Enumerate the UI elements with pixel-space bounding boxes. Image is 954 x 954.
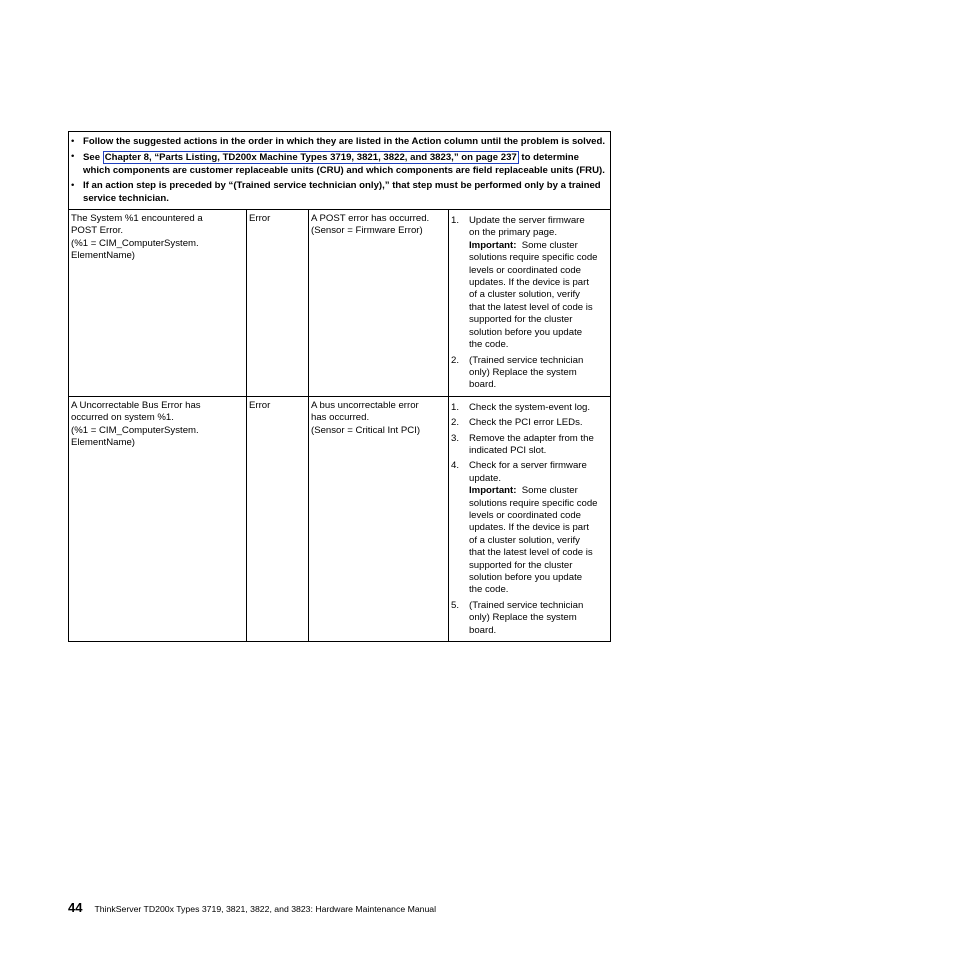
table-body [69,210,610,641]
bullet: • [71,151,75,163]
step-text [469,215,608,351]
message-cell [69,397,247,641]
action-step [451,215,608,351]
important-text: the code. [469,339,509,351]
important-line [469,572,608,584]
step-text [469,417,608,429]
explanation-line: A POST error has occurred. [311,213,430,225]
important-text: solution before you update [469,326,583,338]
important-text: Some cluster [521,239,578,251]
message-line: occurred on system %1. [71,412,174,424]
note-text: If an action step is preceded by “(Trained service technician only),” that step must be performed only by a trained service technician. [83,180,601,204]
important-text: updates. If the device is part [469,522,589,534]
message-line: (%1 = CIM_ComputerSystem. [71,237,199,249]
step-text [469,355,608,392]
important-line [469,314,608,326]
important-text: supported for the cluster [469,559,573,571]
note-suffix: to determine which components are customer replaceable units (CRU) and which components are field replaceable units (FRU). [83,152,605,176]
important-label: Important: [469,485,517,497]
important-text: solution before you update [469,572,583,583]
important-text: solutions require specific code [469,497,598,509]
action-step [451,355,608,392]
important-label: Important: [469,239,517,251]
important-line [469,535,608,547]
step-line: Remove the adapter from the [469,432,594,444]
explanation-line: has occurred. [311,412,370,424]
explanation-line: (Sensor = Firmware Error) [311,225,423,237]
action-step [451,417,608,429]
bullet: • [71,136,75,147]
explanation-line: (Sensor = Critical Int PCI) [311,424,421,436]
important-line [469,339,608,351]
step-line: update. [469,472,502,484]
important-text: the code. [469,584,509,596]
step-line: indicated PCI slot. [469,444,547,456]
message-line: ElementName) [71,250,135,262]
page-number: 44 [68,900,83,915]
important-text: supported for the cluster [469,314,573,326]
note-item [71,151,606,177]
step-line: Check the PCI error LEDs. [469,417,583,429]
step-line: Check the system-event log. [469,401,591,413]
note-item [71,136,606,148]
step-text [469,600,608,637]
step-number: 1. [451,215,460,227]
table-row [69,210,610,397]
important-line [469,547,608,559]
important-line [469,560,608,572]
step-number: 3. [451,432,460,444]
severity-cell [247,397,309,641]
important-line [469,265,608,277]
severity-cell [247,210,309,396]
bullet: • [71,180,75,192]
step-line: (Trained service technician [469,354,584,366]
step-number: 2. [451,417,460,429]
message-line: A Uncorrectable Bus Error has [71,399,201,411]
important-line [469,510,608,522]
important-text: that the latest level of code is [469,547,593,559]
note-item [71,180,606,205]
table-notes [69,132,610,210]
step-line: (Trained service technician [469,599,584,611]
message-line: The System %1 encountered a [71,213,203,225]
important-text: updates. If the device is part [469,277,589,289]
chapter-8-link[interactable]: Chapter 8, “Parts Listing, TD200x Machine Types 3719, 3821, 3822, and 3823,” on page 237 [104,152,517,164]
important-line [469,522,608,534]
action-step [451,402,608,414]
page-footer [68,900,436,915]
step-line: on the primary page. [469,227,557,239]
explanation-cell [309,210,449,396]
step-line: board. [469,624,497,636]
important-text: Some cluster [521,485,578,497]
important-line [469,240,608,252]
important-line [469,327,608,339]
important-text: of a cluster solution, verify [469,289,580,301]
action-cell [449,210,610,396]
explanation-line: A bus uncorrectable error [311,399,419,411]
step-text [469,460,608,596]
important-text: solutions require specific code [469,252,598,264]
important-text: that the latest level of code is [469,301,593,313]
message-line: ElementName) [71,436,135,448]
note-text [83,151,606,177]
step-number: 5. [451,599,460,611]
severity-text: Error [249,399,271,411]
step-number: 4. [451,460,460,472]
action-step [451,460,608,596]
step-line: only) Replace the system [469,366,577,378]
step-text [469,433,608,458]
step-number: 1. [451,401,460,413]
note-prefix: See [83,152,103,164]
important-line [469,277,608,289]
explanation-cell [309,397,449,641]
important-text: levels or coordinated code [469,264,581,276]
important-text: levels or coordinated code [469,509,581,521]
important-line [469,302,608,314]
important-line [469,498,608,510]
step-number: 2. [451,354,460,366]
action-cell [449,397,610,641]
action-step [451,600,608,637]
important-line [469,485,608,497]
message-line: (%1 = CIM_ComputerSystem. [71,424,199,436]
note-text: Follow the suggested actions in the order in which they are listed in the Action column until the problem is solved. [83,136,606,147]
step-line: only) Replace the system [469,612,577,624]
error-table [68,131,611,642]
message-cell [69,210,247,396]
step-line: Check for a server firmware [469,460,587,472]
manual-title: ThinkServer TD200x Types 3719, 3821, 3822, and 3823: Hardware Maintenance Manual [94,904,437,914]
message-line: POST Error. [71,225,124,237]
severity-text: Error [249,213,271,225]
important-line [469,289,608,301]
action-step [451,433,608,458]
important-line [469,584,608,596]
important-line [469,252,608,264]
step-line: Update the server firmware [469,215,585,227]
step-line: board. [469,379,497,391]
important-text: of a cluster solution, verify [469,534,580,546]
table-row [69,397,610,641]
step-text [469,402,608,414]
